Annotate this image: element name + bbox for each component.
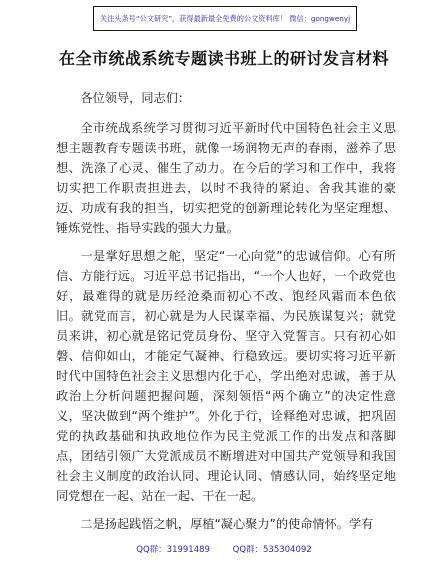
greeting: 各位领导，同志们：	[80, 91, 191, 105]
promo-banner: 关注头条号“公文研究”，获得最新最全免费的公文资料库！ 微信：gongwenyj	[93, 6, 357, 31]
document-title: 在全市统战系统专题读书班上的研讨发言材料	[58, 49, 389, 68]
paragraph-point-two: 二是扬起践悟之帆，厚植“凝心聚力”的使命情怀。学有	[80, 517, 374, 531]
footer-qq-group-1: QQ群：31991489	[136, 545, 210, 555]
document-body	[56, 88, 396, 542]
paragraph-intro: 全市统战系统学习贯彻习近平新时代中国特色社会主义思想主题教育专题读书班，就像一场润物无声的春雨，滋养了思想、洗涤了心灵、催生了动力。在今后的学习和工作中，我将切实把工作职责担进去，以时不我待的紧迫、舍我其谁的豪迈、功成有我的担当，切实把党的创新理论转化为坚定理想、锤炼党性、指导实践的强大力量。	[56, 121, 396, 235]
paragraph-point-one: 一是掌好思想之舵，坚定“一心向党”的忠诚信仰。心有所信、方能行远。习近平总书记指出，“一个人也好，一个政党也好，最难得的就是历经沧桑而初心不改、饱经风霜而本色依旧。就党而言，初心就是为人民谋幸福、为民族谋复兴；就党员来讲，初心就是铭记党员身份、坚守入党誓言。只有初心如磐、信仰如山，才能定气凝神、行稳致远。要切实将习近平新时代中国特色社会主义思想内化于心，学出绝对忠诚，善于从政治上分析问题把握问题，深刻领悟“两个确立”的决定性意义，坚决做到“两个维护”。外化于行，诠释绝对忠诚，把巩固党的执政基础和执政地位作为民主党派工作的出发点和落脚点，团结引领广大党派成员不断增进对中国共产党领导和我国社会主义制度的政治认同、理论认同、情感认同，始终坚定地同党想在一起、站在一起、干在一起。	[56, 249, 396, 503]
footer-qq-group-2: QQ群：535304092	[232, 545, 312, 555]
footer-contact	[0, 543, 448, 555]
